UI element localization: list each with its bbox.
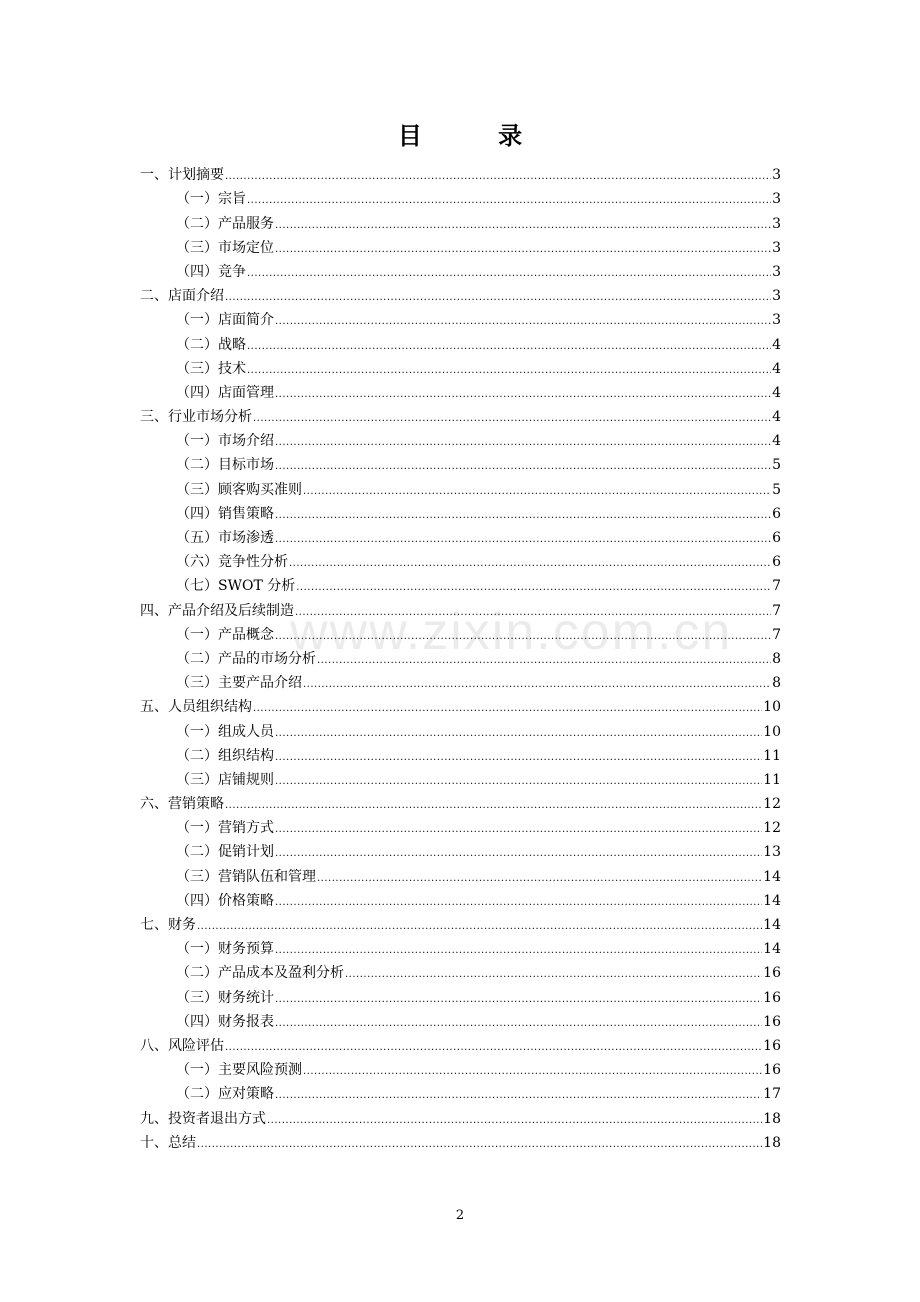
toc-subsection-entry[interactable]: [140, 1079, 781, 1103]
toc-entry-page: 7: [772, 626, 781, 643]
toc-dot-leader: [275, 940, 762, 958]
toc-entry-page: 8: [772, 675, 781, 692]
toc-dot-leader: [275, 989, 762, 1007]
toc-entry-label: （四）店面管理: [176, 384, 274, 401]
toc-entry-page: 4: [772, 384, 781, 401]
toc-entry-label: （三）店铺规则: [176, 771, 274, 788]
toc-dot-leader: [253, 408, 771, 426]
toc-entry-label: （二）产品成本及盈利分析: [176, 965, 344, 982]
toc-dot-leader: [275, 384, 771, 402]
toc-entry-label: （三）顾客购买准则: [176, 481, 302, 498]
toc-subsection-entry[interactable]: [140, 257, 781, 281]
toc-subsection-entry[interactable]: [140, 765, 781, 789]
toc-subsection-entry[interactable]: [140, 571, 781, 595]
toc-dot-leader: [253, 698, 762, 716]
toc-subsection-entry[interactable]: [140, 837, 781, 861]
toc-subsection-entry[interactable]: [140, 547, 781, 571]
toc-dot-leader: [275, 456, 771, 474]
toc-dot-leader: [296, 577, 771, 595]
toc-entry-page: 16: [763, 965, 781, 982]
toc-dot-leader: [275, 1013, 762, 1031]
toc-dot-leader: [275, 311, 771, 329]
toc-subsection-entry[interactable]: [140, 982, 781, 1006]
toc-subsection-entry[interactable]: [140, 305, 781, 329]
toc-subsection-entry[interactable]: [140, 1055, 781, 1079]
toc-dot-leader: [275, 626, 771, 644]
toc-entry-label: （四）竞争: [176, 263, 246, 280]
toc-entry-page: 4: [772, 433, 781, 450]
toc-dot-leader: [317, 868, 762, 886]
toc-entry-page: 16: [763, 1037, 781, 1054]
toc-subsection-entry[interactable]: [140, 934, 781, 958]
toc-subsection-entry[interactable]: [140, 813, 781, 837]
toc-entry-label: （四）销售策略: [176, 505, 274, 522]
toc-entry-page: 7: [772, 602, 781, 619]
toc-entry-page: 6: [772, 530, 781, 546]
toc-entry-label: （一）营销方式: [176, 820, 274, 837]
toc-entry-label: （六）竞争性分析: [176, 554, 288, 571]
toc-entry-label: （一）市场介绍: [176, 433, 274, 450]
toc-entry-label: （二）产品服务: [176, 215, 274, 232]
toc-entry-label: 八、风险评估: [140, 1037, 224, 1054]
toc-dot-leader: [303, 481, 771, 499]
toc-dot-leader: [247, 263, 771, 281]
toc-dot-leader: [303, 1061, 762, 1079]
toc-entry-label: 一、计划摘要: [140, 167, 224, 184]
toc-entry-page: 13: [763, 844, 781, 861]
toc-dot-leader: [197, 1134, 762, 1152]
toc-dot-leader: [197, 916, 762, 934]
toc-subsection-entry[interactable]: [140, 354, 781, 378]
toc-section-entry[interactable]: [140, 281, 781, 305]
toc-section-entry[interactable]: [140, 692, 781, 716]
toc-entry-page: 4: [772, 336, 781, 353]
toc-dot-leader: [275, 771, 762, 789]
toc-entry-label: （一）主要风险预测: [176, 1062, 302, 1079]
toc-entry-page: 11: [763, 771, 781, 788]
toc-entry-label: 五、人员组织结构: [140, 699, 252, 716]
toc-entry-page: 4: [772, 409, 781, 426]
toc-entry-page: 3: [772, 312, 781, 329]
toc-dot-leader: [275, 239, 771, 257]
toc-entry-page: 8: [772, 650, 781, 667]
toc-section-entry[interactable]: [140, 910, 781, 934]
toc-subsection-entry[interactable]: [140, 208, 781, 232]
toc-dot-leader: [275, 215, 771, 233]
toc-entry-page: 10: [763, 723, 781, 740]
toc-entry-label: （三）营销队伍和管理: [176, 868, 316, 885]
toc-dot-leader: [275, 843, 762, 861]
toc-entry-page: 11: [763, 747, 781, 764]
toc-entry-page: 16: [763, 1062, 781, 1079]
toc-dot-leader: [275, 505, 771, 523]
toc-entry-page: 5: [772, 457, 781, 474]
toc-section-entry[interactable]: [140, 1128, 781, 1152]
toc-entry-label: （三）技术: [176, 360, 246, 377]
toc-entry-page: 3: [772, 167, 781, 184]
toc-entry-label: （三）财务统计: [176, 989, 274, 1006]
toc-subsection-entry[interactable]: [140, 523, 781, 547]
toc-subsection-entry[interactable]: [140, 474, 781, 498]
toc-entry-label: 二、店面介绍: [140, 288, 224, 305]
toc-section-entry[interactable]: [140, 1031, 781, 1055]
toc-dot-leader: [247, 190, 771, 208]
toc-entry-label: （五）市场渗透: [176, 530, 274, 546]
toc-dot-leader: [275, 432, 771, 450]
toc-entry-page: 3: [772, 288, 781, 305]
toc-subsection-entry[interactable]: [140, 620, 781, 644]
table-of-contents: [140, 160, 781, 1152]
toc-entry-page: 5: [772, 481, 781, 498]
toc-entry-page: 4: [772, 360, 781, 377]
watermark: www.zixin.com.cn: [290, 603, 733, 661]
toc-subsection-entry[interactable]: [140, 233, 781, 257]
toc-entry-label: 七、财务: [140, 917, 196, 933]
page-number: 2: [455, 1208, 465, 1223]
toc-subsection-entry[interactable]: [140, 329, 781, 353]
page-title: 目 录: [397, 121, 557, 150]
toc-entry-page: 14: [763, 941, 781, 958]
toc-entry-label: （一）财务预算: [176, 941, 274, 958]
toc-dot-leader: [247, 336, 771, 354]
toc-entry-page: 6: [772, 554, 781, 571]
toc-dot-leader: [295, 602, 771, 620]
toc-entry-label: （四）价格策略: [176, 892, 274, 909]
toc-entry-label: （一）产品概念: [176, 626, 274, 643]
toc-entry-page: 12: [763, 820, 781, 837]
toc-entry-label: 四、产品介绍及后续制造: [140, 602, 294, 619]
toc-dot-leader: [303, 674, 771, 692]
toc-section-entry[interactable]: [140, 160, 781, 184]
toc-dot-leader: [275, 1085, 762, 1103]
toc-subsection-entry[interactable]: [140, 886, 781, 910]
toc-subsection-entry[interactable]: [140, 861, 781, 885]
toc-entry-page: 18: [763, 1134, 781, 1151]
toc-dot-leader: [275, 529, 771, 547]
toc-subsection-entry[interactable]: [140, 958, 781, 982]
toc-entry-page: 14: [763, 917, 781, 933]
toc-dot-leader: [275, 747, 762, 765]
toc-subsection-entry[interactable]: [140, 716, 781, 740]
toc-dot-leader: [267, 1110, 762, 1128]
toc-entry-label: 九、投资者退出方式: [140, 1110, 266, 1127]
toc-dot-leader: [275, 892, 762, 910]
toc-entry-page: 3: [772, 191, 781, 208]
toc-subsection-entry[interactable]: [140, 378, 781, 402]
toc-entry-page: 17: [763, 1086, 781, 1103]
toc-section-entry[interactable]: [140, 1103, 781, 1127]
toc-dot-leader: [317, 650, 771, 668]
toc-dot-leader: [275, 723, 762, 741]
toc-dot-leader: [225, 1037, 762, 1055]
toc-entry-page: 14: [763, 892, 781, 909]
toc-entry-label: （二）产品的市场分析: [176, 650, 316, 667]
toc-entry-label: 三、行业市场分析: [140, 409, 252, 426]
toc-entry-label: （三）主要产品介绍: [176, 675, 302, 692]
toc-entry-page: 16: [763, 989, 781, 1006]
toc-entry-label: （二）应对策略: [176, 1086, 274, 1103]
toc-entry-page: 10: [763, 699, 781, 716]
toc-dot-leader: [289, 553, 771, 571]
toc-subsection-entry[interactable]: [140, 450, 781, 474]
toc-entry-label: （二）目标市场: [176, 457, 274, 474]
toc-entry-label: 十、总结: [140, 1134, 196, 1151]
toc-subsection-entry[interactable]: [140, 644, 781, 668]
toc-entry-page: 14: [763, 868, 781, 885]
toc-subsection-entry[interactable]: [140, 184, 781, 208]
toc-subsection-entry[interactable]: [140, 668, 781, 692]
toc-dot-leader: [225, 287, 771, 305]
toc-entry-label: （七）SWOT 分析: [176, 578, 296, 595]
toc-dot-leader: [345, 964, 762, 982]
toc-entry-label: （四）财务报表: [176, 1013, 274, 1030]
toc-entry-label: （一）宗旨: [176, 191, 246, 208]
toc-entry-page: 16: [763, 1013, 781, 1030]
toc-entry-page: 18: [763, 1110, 781, 1127]
toc-entry-page: 12: [763, 796, 781, 813]
toc-subsection-entry[interactable]: [140, 1007, 781, 1031]
toc-entry-page: 7: [772, 578, 781, 595]
toc-dot-leader: [247, 360, 771, 378]
toc-entry-label: 六、营销策略: [140, 796, 224, 813]
toc-entry-label: （一）店面简介: [176, 312, 274, 329]
toc-entry-label: （二）促销计划: [176, 844, 274, 861]
toc-dot-leader: [275, 819, 762, 837]
toc-section-entry[interactable]: [140, 402, 781, 426]
toc-entry-label: （一）组成人员: [176, 723, 274, 740]
toc-entry-label: （二）战略: [176, 336, 246, 353]
toc-subsection-entry[interactable]: [140, 426, 781, 450]
toc-entry-page: 3: [772, 215, 781, 232]
toc-dot-leader: [225, 795, 762, 813]
toc-section-entry[interactable]: [140, 595, 781, 619]
toc-entry-page: 3: [772, 263, 781, 280]
toc-subsection-entry[interactable]: [140, 499, 781, 523]
toc-entry-page: 6: [772, 505, 781, 522]
toc-subsection-entry[interactable]: [140, 741, 781, 765]
toc-entry-label: （二）组织结构: [176, 747, 274, 764]
toc-section-entry[interactable]: [140, 789, 781, 813]
toc-dot-leader: [225, 166, 771, 184]
toc-entry-label: （三）市场定位: [176, 239, 274, 256]
toc-entry-page: 3: [772, 239, 781, 256]
